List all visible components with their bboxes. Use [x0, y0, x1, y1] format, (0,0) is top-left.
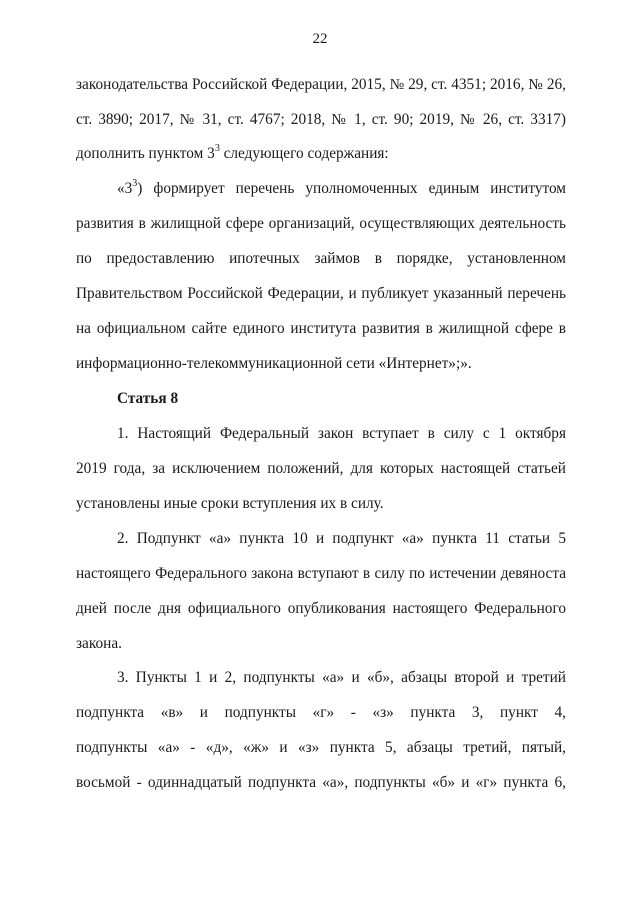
text-line-20: восьмой - одиннадцатый подпункта «а», подпункты «б» и «г» пункта 6,	[76, 774, 566, 791]
text-line-11: 2019 года, за исключением положений, для которых настоящей статьей	[76, 460, 566, 477]
article-heading: Статья 8	[117, 390, 179, 407]
page-number: 22	[312, 31, 328, 47]
text-line-4-pre: «3	[117, 180, 133, 197]
superscript-4: 3	[132, 177, 138, 189]
superscript-3: 3	[214, 142, 220, 154]
text-line-5: развития в жилищной сфере организаций, осуществляющих деятельность	[76, 215, 566, 232]
text-line-12: установлены иные сроки вступления их в силу.	[76, 495, 384, 512]
text-line-1: законодательства Российской Федерации, 2015, № 29, ст. 4351; 2016, № 26,	[76, 76, 566, 93]
text-line-2: ст. 3890; 2017, № 31, ст. 4767; 2018, № 1, ст. 90; 2019, № 26, ст. 3317)	[76, 111, 566, 128]
text-line-13: 2. Подпункт «а» пункта 10 и подпункт «а» пункта 11 статьи 5	[117, 530, 566, 547]
text-line-3-pre: дополнить пунктом 3	[76, 145, 215, 162]
text-line-6: по предоставлению ипотечных займов в порядке, установленном	[76, 250, 566, 267]
text-line-9: информационно-телекоммуникационной сети «Интернет»;».	[76, 355, 472, 372]
text-line-15: дней после дня официального опубликования настоящего Федерального	[76, 600, 566, 617]
text-line-14: настоящего Федерального закона вступают в силу по истечении девяноста	[76, 565, 566, 582]
text-line-4	[117, 177, 566, 198]
text-line-16: закона.	[76, 635, 122, 652]
text-line-3	[76, 142, 566, 163]
text-line-3-post: следующего содержания:	[219, 145, 389, 162]
text-line-18: подпункта «в» и подпункты «г» - «з» пункта 3, пункт 4,	[76, 704, 566, 721]
text-line-8: на официальном сайте единого института развития в жилищной сфере в	[76, 320, 566, 337]
text-line-4-post: ) формирует перечень уполномоченных единым институтом	[137, 180, 566, 197]
text-line-10: 1. Настоящий Федеральный закон вступает в силу с 1 октября	[117, 425, 566, 442]
text-line-7: Правительством Российской Федерации, и публикует указанный перечень	[76, 285, 566, 302]
text-line-19: подпункты «а» - «д», «ж» и «з» пункта 5, абзацы третий, пятый,	[76, 739, 566, 756]
text-line-17: 3. Пункты 1 и 2, подпункты «а» и «б», абзацы второй и третий	[117, 669, 566, 686]
